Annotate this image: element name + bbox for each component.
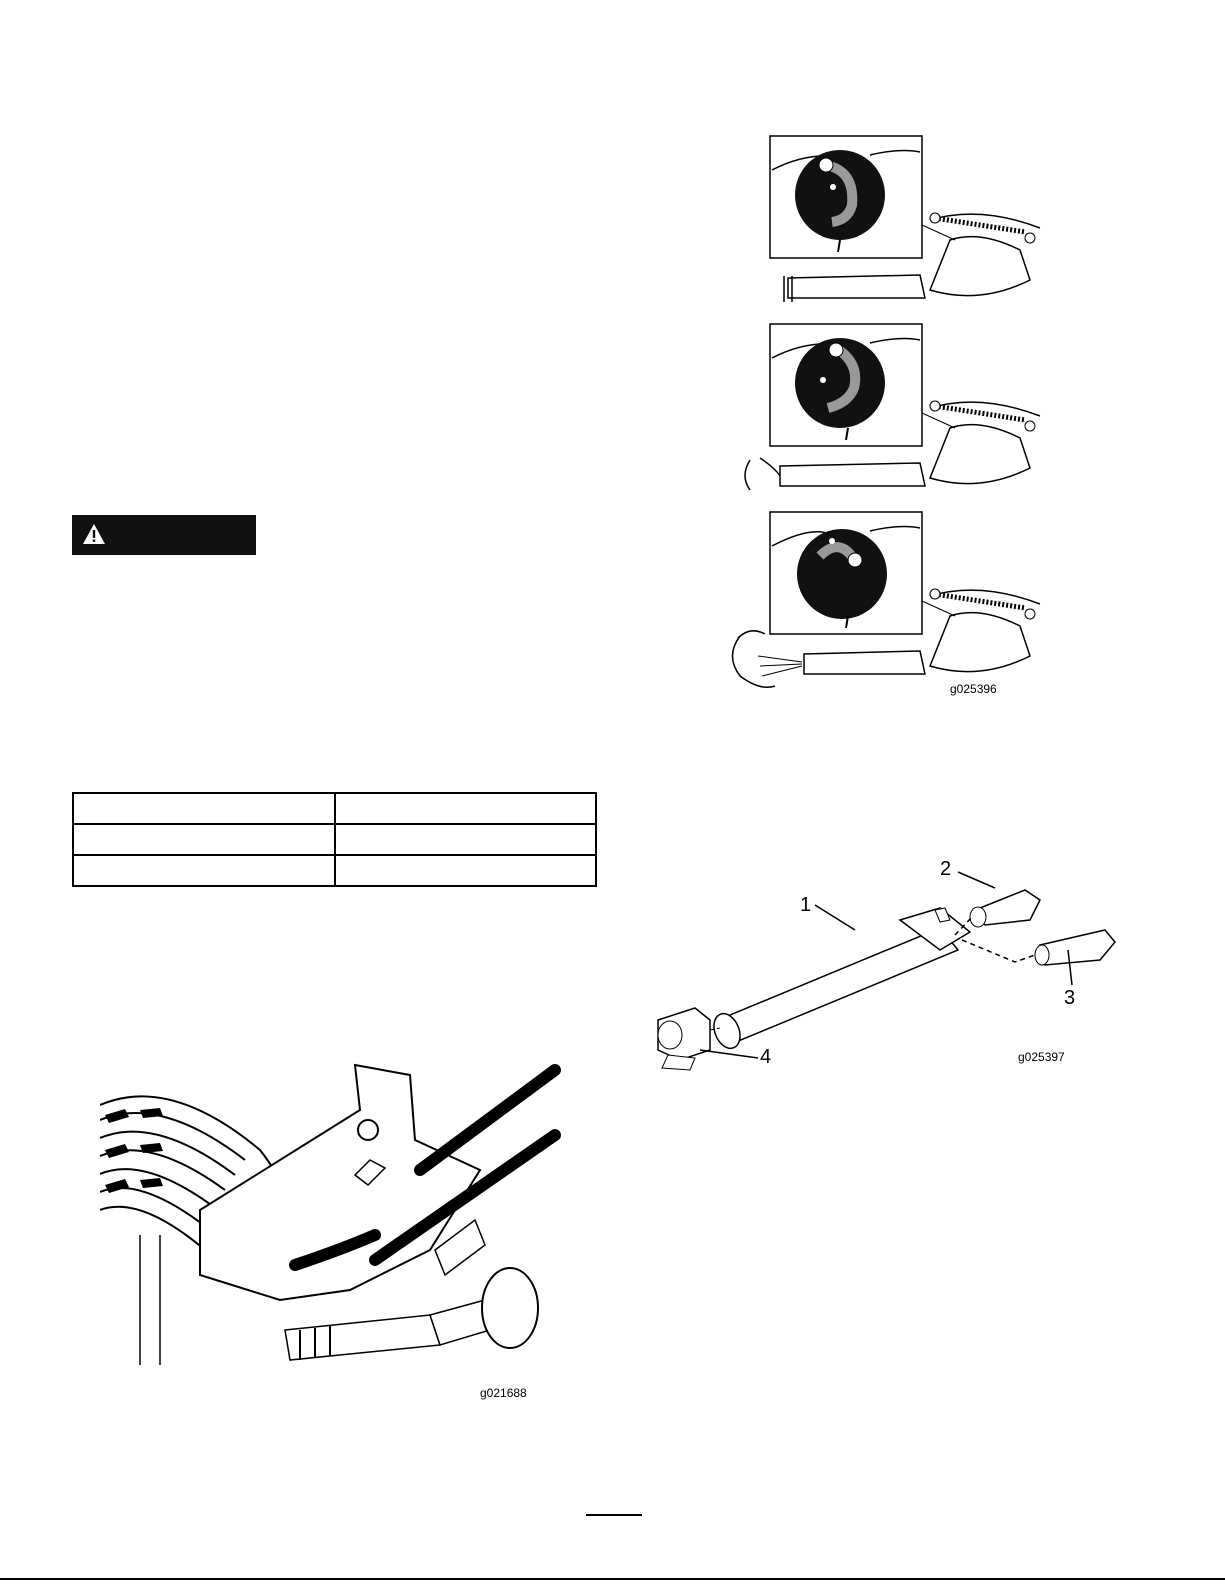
figure-id-label: g025397 <box>1018 1050 1065 1064</box>
figure-id-label: g021688 <box>480 1386 527 1400</box>
specification-table <box>72 792 597 887</box>
nozzle-parts-figure <box>640 850 1140 1090</box>
warning-triangle-icon <box>82 523 106 545</box>
warning-signal-bar <box>72 515 256 555</box>
tire-hose-figure <box>100 1060 570 1405</box>
table-row <box>73 793 596 824</box>
callout-1: 1 <box>800 894 812 916</box>
callout-4: 4 <box>760 1046 772 1068</box>
callout-3: 3 <box>1064 987 1076 1009</box>
nozzle-dial-figure <box>720 130 1060 710</box>
table-row <box>73 824 596 855</box>
figure-id-label: g025396 <box>950 682 997 696</box>
callout-2: 2 <box>940 858 952 880</box>
table-row <box>73 855 596 886</box>
footer-rule <box>0 1578 1225 1580</box>
page-number-rule <box>586 1514 642 1516</box>
